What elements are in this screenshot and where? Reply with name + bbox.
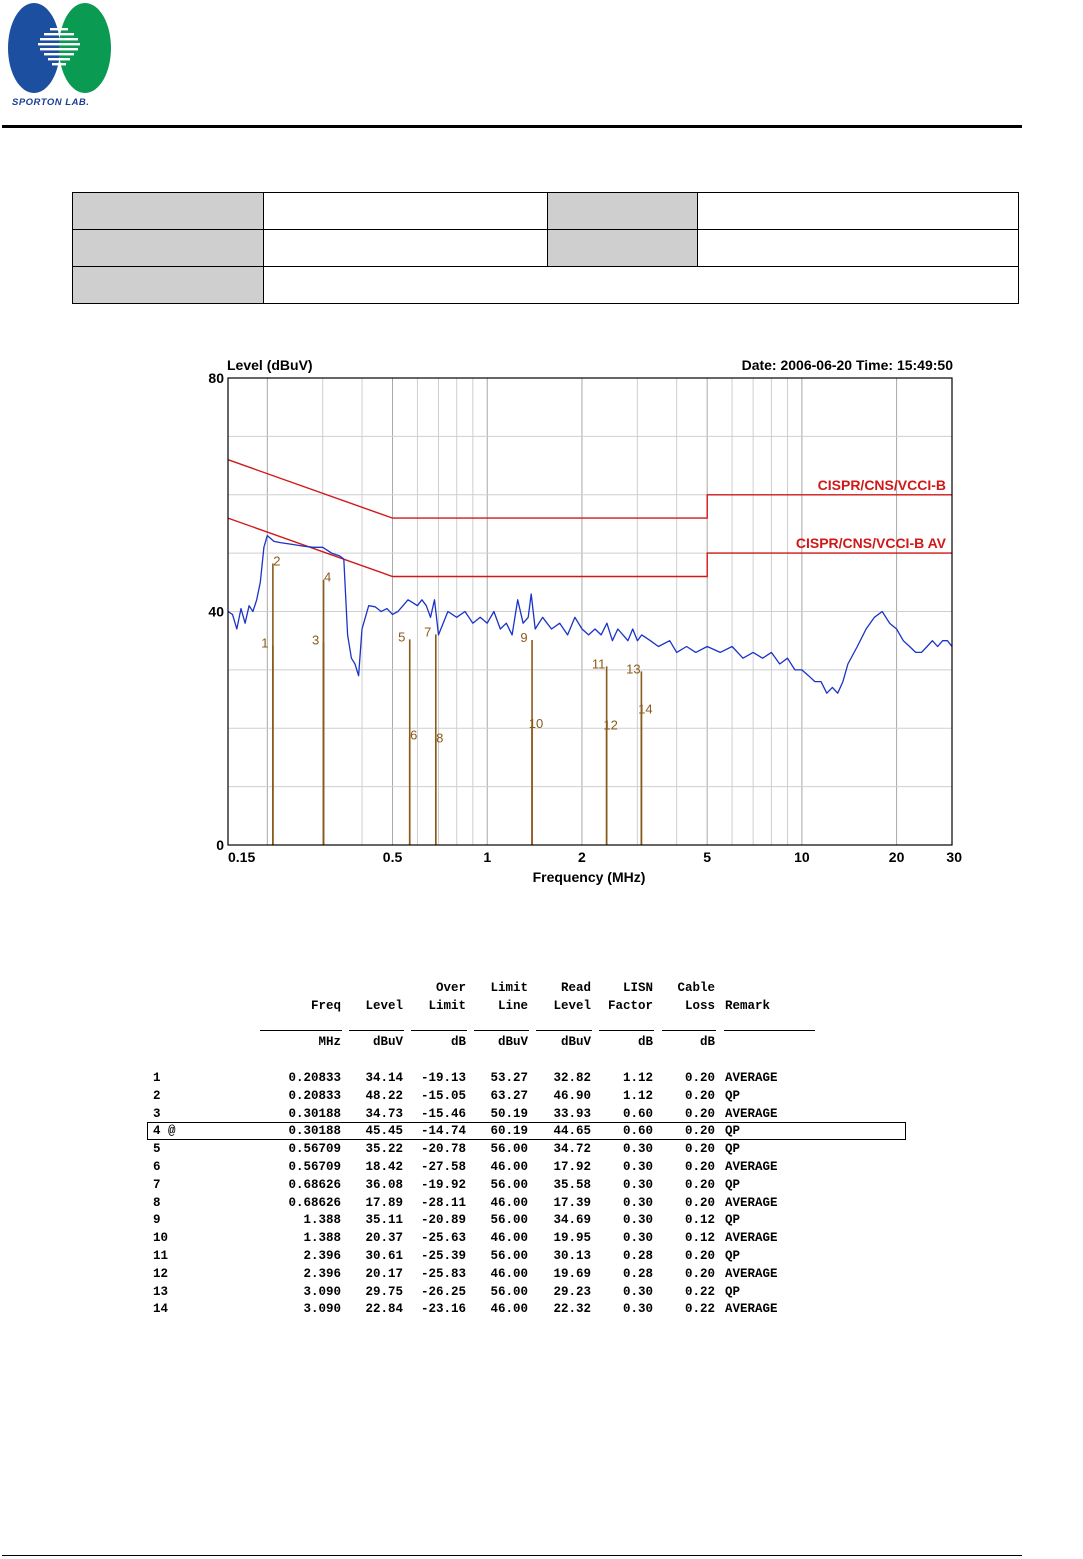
marker-label: 12 [603, 717, 618, 733]
results-cell: 0.30188 [288, 1124, 341, 1139]
results-cell: -20.78 [420, 1142, 466, 1157]
x-tick-label: 2 [578, 849, 586, 865]
results-cell: 0.56709 [288, 1160, 341, 1174]
results-cell: 0.20 [684, 1106, 715, 1121]
results-cell: 0.60 [622, 1106, 653, 1121]
results-cell: 0.20 [684, 1266, 715, 1281]
results-cell: 48.22 [365, 1088, 403, 1103]
results-row-index: 13 [153, 1284, 169, 1299]
results-cell: AVERAGE [725, 1266, 778, 1281]
results-cell: 19.95 [553, 1231, 591, 1246]
results-row-index: 6 [153, 1160, 161, 1174]
info-label-cell [73, 230, 264, 267]
results-unit: dB [450, 1035, 466, 1049]
results-cell: 35.58 [553, 1177, 591, 1192]
info-label-cell [73, 193, 264, 230]
results-unit: dBuV [372, 1035, 403, 1049]
results-cell: 0.30 [622, 1231, 653, 1246]
results-cell: 3.090 [303, 1302, 341, 1317]
limit-line-label: CISPR/CNS/VCCI-B [817, 476, 946, 493]
marker-label: 9 [520, 630, 528, 646]
results-header: Freq [310, 999, 341, 1013]
results-row-index: 10 [153, 1231, 169, 1246]
results-row-index: 2 [153, 1088, 161, 1103]
x-axis-title: Frequency (MHz) [532, 869, 646, 885]
results-cell: 0.22 [684, 1284, 715, 1299]
results-cell: 36.08 [365, 1177, 403, 1192]
results-cell: 0.20 [684, 1249, 715, 1263]
marker-label: 7 [424, 624, 432, 640]
results-cell: 0.20 [684, 1124, 715, 1139]
results-cell: 46.00 [490, 1302, 528, 1317]
marker-label: 3 [311, 632, 320, 648]
results-cell: 33.93 [553, 1106, 591, 1121]
x-tick-label: 30 [946, 849, 962, 865]
results-cell: QP [725, 1142, 741, 1157]
header-underline [260, 1030, 342, 1031]
results-cell: 0.68626 [288, 1177, 341, 1192]
info-value-cell [698, 230, 1019, 267]
info-value-cell [698, 193, 1019, 230]
marker-label: 2 [273, 553, 281, 569]
results-cell: 56.00 [490, 1142, 528, 1157]
results-cell: 30.61 [365, 1249, 403, 1263]
results-header: Level [553, 999, 591, 1013]
results-unit: dB [637, 1035, 653, 1049]
results-header: Cable [677, 981, 715, 995]
results-cell: 1.388 [303, 1231, 341, 1246]
info-row [73, 193, 1019, 230]
results-cell: 53.27 [490, 1071, 528, 1085]
results-cell: 0.20 [684, 1160, 715, 1174]
results-cell: 46.00 [490, 1160, 528, 1174]
results-row-index: 8 [153, 1195, 161, 1210]
results-cell: QP [725, 1177, 741, 1192]
results-cell: -26.25 [420, 1284, 466, 1299]
results-cell: -25.39 [420, 1249, 466, 1263]
marker-label: 6 [410, 727, 418, 743]
results-header: Limit [428, 999, 466, 1013]
results-cell: 0.20 [684, 1088, 715, 1103]
y-axis-title: Level (dBuV) [227, 357, 313, 373]
results-cell: 0.20833 [288, 1071, 341, 1085]
results-cell: 0.20 [684, 1071, 715, 1085]
results-header: Limit [490, 981, 528, 995]
results-row-index: 11 [153, 1249, 169, 1263]
results-cell: -20.89 [420, 1213, 466, 1228]
results-cell: -15.46 [420, 1106, 466, 1121]
results-cell: -19.92 [420, 1177, 466, 1192]
results-cell: 1.12 [622, 1071, 653, 1085]
results-row-index: 3 [153, 1106, 161, 1121]
results-cell: QP [725, 1088, 741, 1103]
results-cell: -25.83 [420, 1266, 466, 1281]
results-cell: QP [725, 1213, 741, 1228]
results-cell: 0.30 [622, 1142, 653, 1157]
marker-label: 1 [261, 635, 269, 651]
x-tick-label: 1 [483, 849, 492, 865]
results-unit: dBuV [560, 1035, 591, 1049]
results-cell: 34.14 [365, 1071, 403, 1085]
results-header: Level [365, 999, 403, 1013]
header-underline [724, 1030, 815, 1031]
results-cell: 2.396 [303, 1266, 341, 1281]
marker-label: 11 [591, 656, 606, 672]
limit-line-label: CISPR/CNS/VCCI-B AV [795, 535, 946, 552]
y-tick-label: 0 [216, 837, 224, 853]
info-value-cell [264, 193, 548, 230]
footer-rule [2, 1555, 1022, 1556]
header-rule [2, 125, 1022, 128]
info-value-cell [264, 230, 548, 267]
results-cell: QP [725, 1249, 741, 1263]
info-label-cell [548, 230, 698, 267]
results-cell: 46.00 [490, 1231, 528, 1246]
info-label-cell [73, 267, 264, 304]
results-cell: 34.72 [553, 1142, 591, 1157]
results-cell: 56.00 [490, 1177, 528, 1192]
results-cell: -19.13 [420, 1071, 466, 1085]
x-tick-label: 10 [794, 849, 810, 865]
info-table [72, 192, 1019, 304]
results-cell: 0.30 [622, 1284, 653, 1299]
x-tick-label: 20 [888, 849, 905, 865]
x-tick-label: 0.5 [382, 849, 403, 865]
results-header: Over [435, 981, 466, 995]
results-cell: 0.22 [684, 1302, 715, 1317]
results-cell: AVERAGE [725, 1071, 778, 1085]
marker-label: 5 [398, 629, 406, 645]
results-cell: 17.92 [553, 1160, 591, 1174]
results-header: LISN [622, 981, 653, 995]
header-underline [411, 1030, 467, 1031]
results-cell: 17.39 [553, 1195, 591, 1210]
results-cell: -27.58 [420, 1160, 466, 1174]
results-cell: 19.69 [553, 1266, 591, 1281]
results-cell: 0.30 [622, 1195, 653, 1210]
results-cell: 56.00 [490, 1249, 528, 1263]
results-cell: QP [725, 1284, 741, 1299]
results-cell: 0.30 [622, 1177, 653, 1192]
results-row-index: 12 [153, 1266, 169, 1281]
results-cell: 22.32 [553, 1302, 591, 1317]
results-cell: 56.00 [490, 1213, 528, 1228]
sporton-logo [4, 2, 112, 110]
results-cell: 0.30 [622, 1302, 653, 1317]
results-cell: 0.30188 [288, 1106, 341, 1121]
results-cell: 0.12 [684, 1213, 715, 1228]
results-cell: 0.68626 [288, 1195, 341, 1210]
header-underline [474, 1030, 529, 1031]
marker-label: 10 [528, 716, 544, 732]
results-cell: AVERAGE [725, 1160, 778, 1174]
results-row-index: 14 [153, 1302, 169, 1317]
results-cell: 0.30 [622, 1160, 653, 1174]
results-cell: 56.00 [490, 1284, 528, 1299]
results-cell: -25.63 [420, 1231, 466, 1246]
results-header: Factor [607, 999, 653, 1013]
results-cell: -14.74 [420, 1124, 466, 1139]
results-cell: 0.28 [622, 1249, 653, 1263]
results-cell: AVERAGE [725, 1231, 778, 1246]
info-row [73, 230, 1019, 267]
marker-label: 8 [436, 730, 444, 746]
results-cell: 32.82 [553, 1071, 591, 1085]
y-tick-label: 80 [208, 370, 224, 386]
results-cell: 2.396 [303, 1249, 341, 1263]
date-time: Date: 2006-06-20 Time: 15:49:50 [741, 357, 953, 373]
results-row-index: 1 [153, 1071, 161, 1085]
plot-svg [185, 348, 975, 893]
results-cell: 17.89 [365, 1195, 403, 1210]
results-cell: 20.17 [365, 1266, 403, 1281]
results-cell: 46.00 [490, 1266, 528, 1281]
results-cell: AVERAGE [725, 1195, 778, 1210]
info-value-cell [264, 267, 1019, 304]
header-underline [349, 1030, 404, 1031]
results-header: Loss [684, 999, 715, 1013]
header-underline [599, 1030, 654, 1031]
results-cell: 0.28 [622, 1266, 653, 1281]
results-cell: -28.11 [420, 1195, 466, 1210]
results-cell: 46.00 [490, 1195, 528, 1210]
results-cell: 30.13 [553, 1249, 591, 1263]
results-row-index: 5 [153, 1142, 161, 1157]
results-cell: 0.30 [622, 1213, 653, 1228]
results-cell: 22.84 [365, 1302, 403, 1317]
results-cell: 1.388 [303, 1213, 341, 1228]
results-cell: 63.27 [490, 1088, 528, 1103]
x-tick-label: 0.15 [228, 849, 256, 865]
info-row [73, 267, 1019, 304]
results-cell: 46.90 [553, 1088, 591, 1103]
results-cell: 0.20 [684, 1142, 715, 1157]
results-cell: 18.42 [365, 1160, 403, 1174]
results-row-index: 9 [153, 1213, 161, 1228]
results-cell: 0.56709 [288, 1142, 341, 1157]
results-cell: AVERAGE [725, 1302, 778, 1317]
results-cell: 34.69 [553, 1213, 591, 1228]
results-cell: 35.22 [365, 1142, 403, 1157]
results-cell: 44.65 [553, 1124, 591, 1139]
results-cell: 50.19 [490, 1106, 528, 1121]
results-row-index: 4 @ [153, 1124, 176, 1139]
results-cell: 0.12 [684, 1231, 715, 1246]
results-cell: -15.05 [420, 1088, 466, 1103]
results-header: Remark [725, 999, 771, 1013]
results-cell: QP [725, 1124, 741, 1139]
logo-text: SPORTON LAB. [12, 97, 90, 108]
results-row-index: 7 [153, 1177, 161, 1192]
results-cell: AVERAGE [725, 1106, 778, 1121]
results-cell: 20.37 [365, 1231, 403, 1246]
x-tick-label: 5 [703, 849, 712, 865]
emission-plot [185, 348, 975, 893]
results-cell: 0.60 [622, 1124, 653, 1139]
results-unit: MHz [318, 1035, 341, 1049]
results-cell: -23.16 [420, 1302, 466, 1317]
results-cell: 0.20 [684, 1195, 715, 1210]
results-cell: 29.23 [553, 1284, 591, 1299]
results-cell: 45.45 [365, 1124, 403, 1139]
results-cell: 1.12 [622, 1088, 653, 1103]
results-header: Line [497, 999, 528, 1013]
results-cell: 60.19 [490, 1124, 528, 1139]
results-cell: 35.11 [365, 1213, 403, 1228]
header-underline [662, 1030, 716, 1031]
results-cell: 0.20 [684, 1177, 715, 1192]
results-unit: dB [699, 1035, 715, 1049]
results-header: Read [560, 981, 591, 995]
info-label-cell [548, 193, 698, 230]
results-unit: dBuV [497, 1035, 528, 1049]
results-cell: 34.73 [365, 1106, 403, 1121]
marker-label: 14 [638, 701, 653, 717]
marker-label: 13 [626, 661, 641, 677]
marker-label: 4 [323, 569, 332, 585]
header-underline [536, 1030, 592, 1031]
y-tick-label: 40 [208, 603, 224, 620]
results-cell: 0.20833 [288, 1088, 341, 1103]
results-cell: 29.75 [365, 1284, 403, 1299]
results-cell: 3.090 [303, 1284, 341, 1299]
